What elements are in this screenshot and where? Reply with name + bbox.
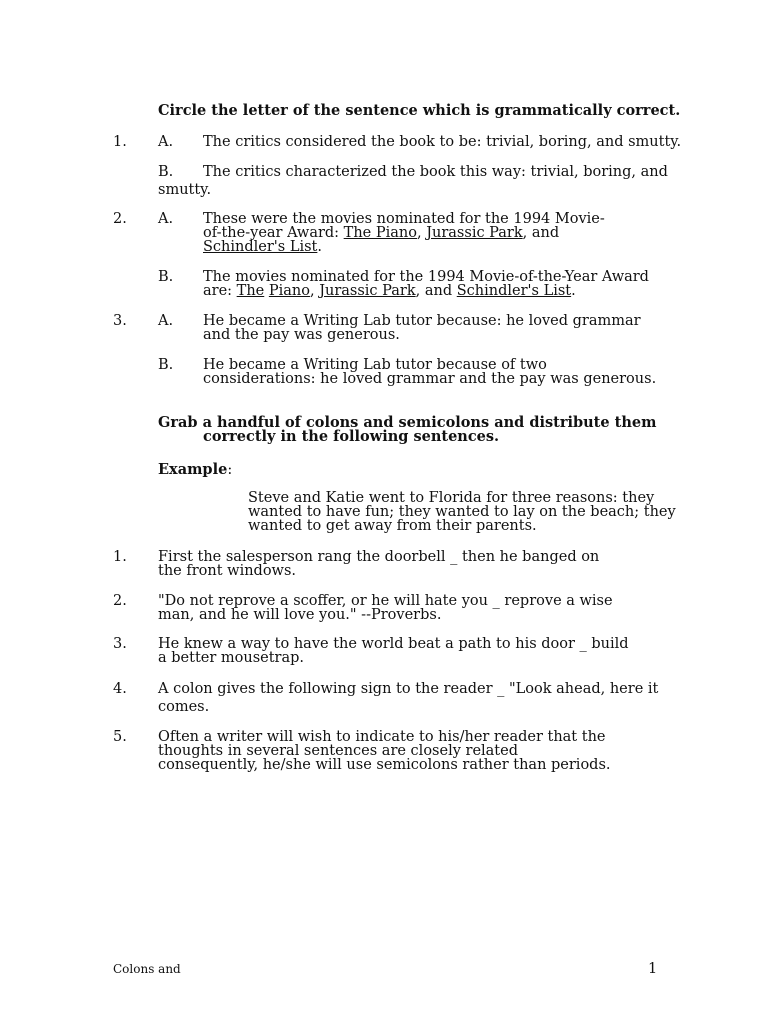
footer-title: Colons and: [113, 962, 181, 976]
example-text: Steve and Katie went to Florida for three reasons: they: [248, 490, 655, 506]
text-fragment: , and: [522, 225, 560, 241]
section-heading: Circle the letter of the sentence which is grammatically correct.: [158, 102, 681, 119]
option-text: smutty.: [158, 182, 212, 198]
text-fragment: , and: [415, 283, 457, 299]
exercise-number: 3.: [113, 636, 127, 652]
option-letter: B.: [158, 269, 174, 285]
option-text: [203, 240, 322, 254]
option-letter: B.: [158, 164, 174, 180]
page-number: 1: [648, 961, 658, 977]
item-number: 3.: [113, 313, 127, 329]
option-text: [203, 284, 576, 298]
example-label: [158, 461, 232, 478]
exercise-text: the front windows.: [158, 563, 297, 579]
option-text: He became a Writing Lab tutor because of two: [203, 357, 547, 373]
exercise-number: 2.: [113, 593, 127, 609]
option-text: [203, 226, 559, 240]
example-label-text: Example: [158, 461, 228, 478]
section-heading: correctly in the following sentences.: [203, 428, 500, 445]
exercise-text: "Do not reprove a scoffer, or he will hate you _ reprove a wise: [158, 593, 613, 609]
option-text: and the pay was generous.: [203, 327, 400, 343]
option-text: The movies nominated for the 1994 Movie-of-the-Year Award: [203, 269, 649, 285]
option-letter: B.: [158, 357, 174, 373]
exercise-text: consequently, he/she will use semicolons rather than periods.: [158, 757, 611, 773]
exercise-number: 1.: [113, 549, 127, 565]
exercise-text: a better mousetrap.: [158, 650, 305, 666]
section-heading: Grab a handful of colons and semicolons and distribute them: [158, 414, 657, 431]
exercise-text: A colon gives the following sign to the reader _ "Look ahead, here it: [158, 681, 659, 697]
film-title: Piano: [268, 283, 310, 299]
example-text: wanted to get away from their parents.: [248, 518, 537, 534]
exercise-text: Often a writer will wish to indicate to his/her reader that the: [158, 729, 606, 745]
text-fragment: ,: [416, 225, 427, 241]
exercise-text: man, and he will love you." --Proverbs.: [158, 607, 442, 623]
item-number: 1.: [113, 134, 127, 150]
option-letter: A.: [158, 134, 174, 150]
option-text: The critics considered the book to be: trivial, boring, and smutty.: [203, 134, 682, 150]
exercise-number: 4.: [113, 681, 127, 697]
exercise-number: 5.: [113, 729, 127, 745]
exercise-text: He knew a way to have the world beat a path to his door _ build: [158, 636, 629, 652]
film-title: The Piano: [343, 225, 417, 241]
option-text: These were the movies nominated for the 1994 Movie-: [203, 211, 605, 227]
exercise-text: comes.: [158, 699, 210, 715]
film-title: Schindler's List: [456, 283, 572, 299]
film-title: Jurassic Park: [426, 225, 523, 241]
exercise-text: First the salesperson rang the doorbell _ then he banged on: [158, 549, 600, 565]
text-fragment: .: [571, 283, 576, 299]
text-fragment: of-the-year Award:: [203, 225, 344, 241]
film-title: Jurassic Park: [319, 283, 416, 299]
text-fragment: .: [317, 239, 322, 255]
film-title: The: [236, 283, 265, 299]
film-title: Schindler's List: [203, 239, 318, 255]
text-fragment: ,: [309, 283, 320, 299]
example-text: wanted to have fun; they wanted to lay on the beach; they: [248, 504, 676, 520]
text-fragment: are:: [203, 283, 237, 299]
option-letter: A.: [158, 313, 174, 329]
item-number: 2.: [113, 211, 127, 227]
exercise-text: thoughts in several sentences are closely related: [158, 743, 518, 759]
example-colon: :: [227, 462, 233, 478]
option-text: considerations: he loved grammar and the pay was generous.: [203, 371, 657, 387]
option-text: The critics characterized the book this way: trivial, boring, and: [203, 164, 668, 180]
option-text: He became a Writing Lab tutor because: he loved grammar: [203, 313, 641, 329]
option-letter: A.: [158, 211, 174, 227]
